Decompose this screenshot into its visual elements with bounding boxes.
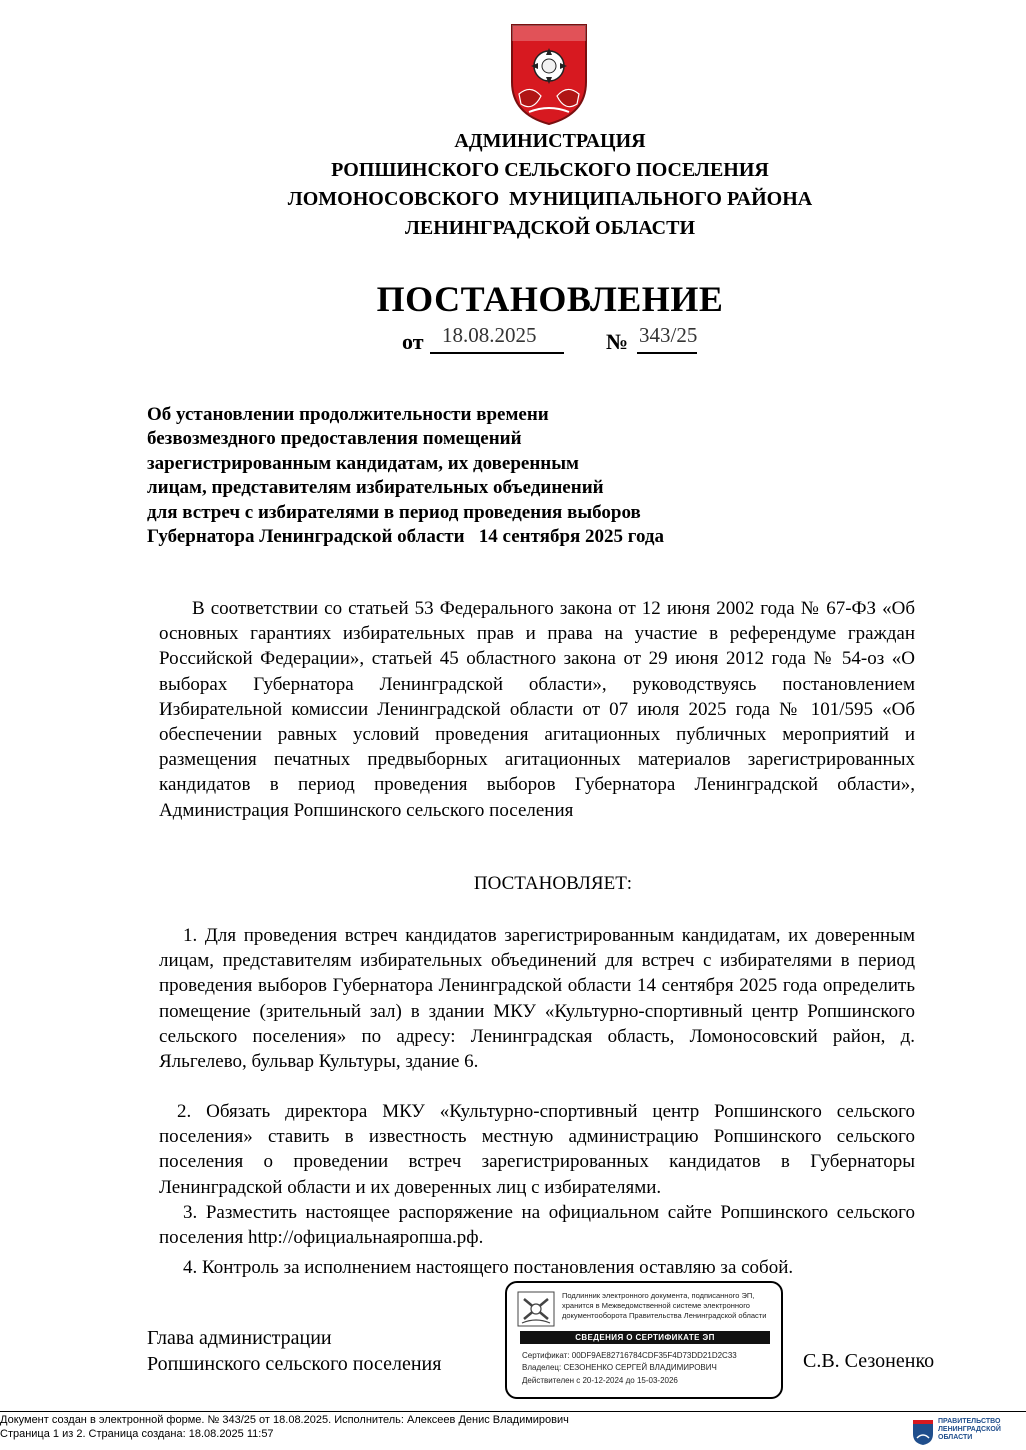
document-footer (0, 1413, 569, 1441)
resolution-item: 1. Для проведения встреч кандидатов зарегистрированным кандидатам, их доверенным лицам, представителям избирательных объединений для встреч с избирателями в период проведения выборов Губернатора Ленинградской области 14 сентября 2025 года определить помещение (зрительный зал) в здании МКУ «Культурно-спортивный центр Ропшинского сельского поселения» по адресу: Ленинградская область, Ломоносовский район, д. Яльгелево, бульвар Культуры, здание 6. (159, 925, 915, 1073)
resolution-item: 4. Контроль за исполнением настоящего постановления оставляю за собой. (183, 1257, 794, 1278)
date-label: от (402, 329, 424, 354)
signatory-title-line: Глава администрации (147, 1327, 332, 1349)
org-line: РОПШИНСКОГО СЕЛЬСКОГО ПОСЕЛЕНИЯ (331, 159, 769, 181)
document-type-title: ПОСТАНОВЛЕНИЕ (376, 279, 724, 319)
government-logo-text (938, 1418, 1001, 1442)
subject-line: лицам, представителям избирательных объединений (147, 477, 604, 499)
org-line: ЛЕНИНГРАДСКОЙ ОБЛАСТИ (404, 217, 696, 239)
resolution-item: 2. Обязать директора МКУ «Культурно-спортивный центр Ропшинского сельского поселения» ставить в известность местную администрацию Ропшинского сельского поселения о проведении встреч зарегистрированных кандидатов в Губернаторы Ленинградской области и их доверенных лиц с избирателями. (159, 1101, 915, 1198)
document-subject (147, 403, 767, 549)
stamp-owner: Владелец: СЕЗОНЕНКО СЕРГЕЙ ВЛАДИМИРОВИЧ (522, 1363, 717, 1372)
stamp-note-line: хранится в Межведомственной системе электронного (562, 1301, 750, 1310)
footer-line: Страница 1 из 2. Страница создана: 18.08.2025 11:57 (0, 1428, 274, 1440)
stamp-certificate-header: СВЕДЕНИЯ О СЕРТИФИКАТЕ ЭП (520, 1331, 770, 1344)
stamp-note-line: документооборота Правительства Ленинградской области (562, 1311, 767, 1320)
coat-of-arms-icon (517, 1291, 555, 1327)
gov-text-line: ПРАВИТЕЛЬСТВО (938, 1418, 1001, 1425)
date-underline (430, 352, 564, 354)
signatory-name: С.В. Сезоненко (803, 1350, 935, 1372)
subject-line: для встреч с избирателями в период проведения выборов (147, 501, 641, 523)
stamp-validity: Действителен с 20-12-2024 до 15-03-2026 (522, 1376, 678, 1385)
preamble-paragraph: В соответствии со статьей 53 Федерального закона от 12 июня 2002 года № 67-ФЗ «Об основных гарантиях избирательных прав и права на участие в референдуме граждан Российской Федерации», статьей 45 областного закона от 29 июня 2012 года № 54-оз «О выборах Губернатора Ленинградской области», руководствуясь постановлением Избирательной комиссии Ленинградской области от 07 июля 2025 года № 101/595 «Об обеспечении равных условий проведения агитационных публичных мероприятий и размещения печатных предвыборных агитационных материалов зарегистрированных кандидатов в период проведения выборов Губернатора Ленинградской области», Администрация Ропшинского сельского поселения (159, 598, 915, 821)
date-number-line (400, 323, 740, 359)
electronic-signature-stamp (505, 1281, 783, 1399)
signatory-title-line: Ропшинского сельского поселения (147, 1353, 442, 1375)
org-line: ЛОМОНОСОВСКОГО МУНИЦИПАЛЬНОГО РАЙОНА (287, 188, 813, 210)
footer-line: Документ создан в электронной форме. № 343/25 от 18.08.2025. Исполнитель: Алексеев Денис Владимирович (0, 1414, 569, 1426)
date-value: 18.08.2025 (442, 323, 537, 347)
government-logo-icon (912, 1418, 934, 1446)
stamp-note (562, 1291, 777, 1321)
number-underline (637, 352, 697, 354)
coat-of-arms-icon (509, 22, 589, 126)
stamp-certificate: Сертификат: 00DF9AE82716784CDF35F4D73DD21D2C33 (522, 1351, 737, 1360)
organization-header (0, 127, 1026, 243)
stamp-note-line: Подлинник электронного документа, подписанного ЭП, (562, 1291, 755, 1300)
subject-line: безвозмездного предоставления помещений (147, 428, 522, 450)
gov-text-line: ОБЛАСТИ (938, 1434, 973, 1441)
gov-text-line: ЛЕНИНГРАДСКОЙ (938, 1426, 1001, 1433)
subject-line: Об установлении продолжительности времени (147, 404, 549, 425)
footer-divider (0, 1411, 1026, 1412)
number-value: 343/25 (639, 323, 698, 347)
number-label: № (606, 329, 629, 354)
org-line: АДМИНИСТРАЦИЯ (454, 130, 646, 152)
resolves-heading: ПОСТАНОВЛЯЕТ: (473, 873, 633, 894)
subject-line: зарегистрированным кандидатам, их доверенным (147, 452, 579, 474)
subject-line: Губернатора Ленинградской области 14 сентября 2025 года (147, 526, 665, 548)
resolution-item: 3. Разместить настоящее распоряжение на официальном сайте Ропшинского сельского поселения http://официальнаяропша.рф. (159, 1202, 915, 1249)
signatory-title (147, 1325, 441, 1377)
